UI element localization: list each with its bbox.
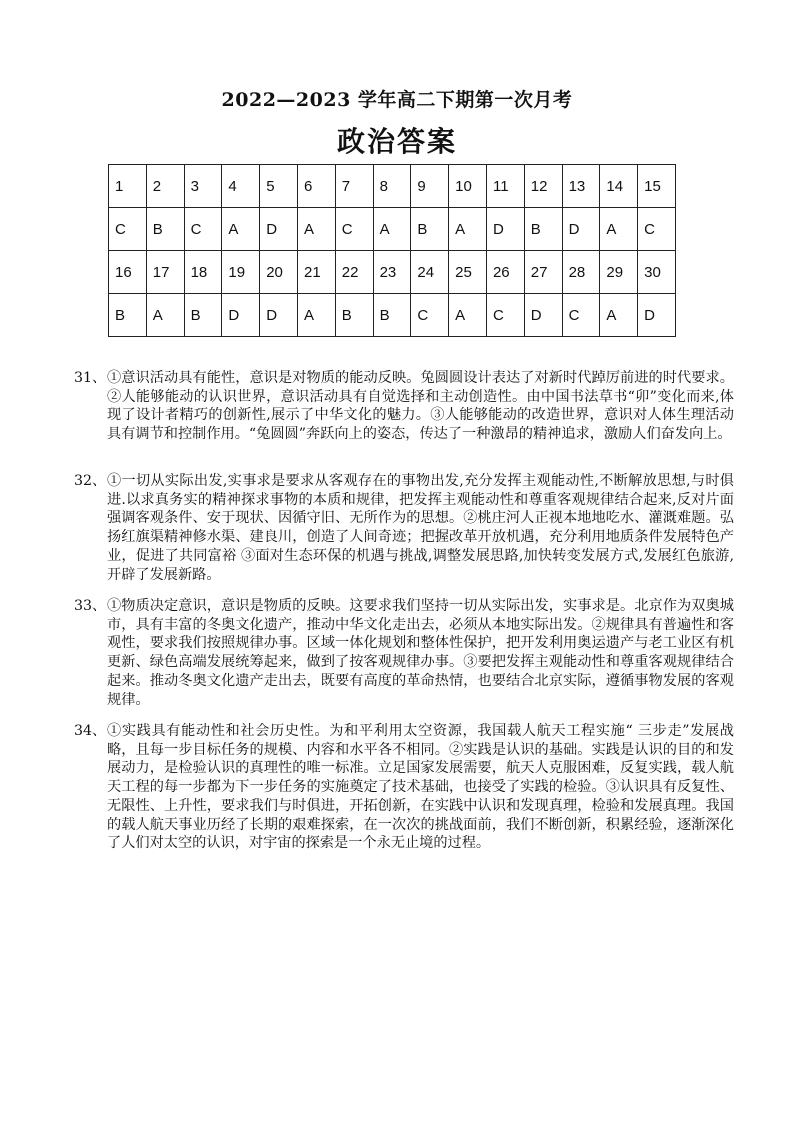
table-cell: 17: [146, 251, 184, 294]
answer-letter-row: [109, 208, 676, 251]
table-cell: C: [562, 294, 600, 337]
table-cell: 21: [297, 251, 335, 294]
question-number: 34、: [74, 723, 107, 739]
question-34: [74, 722, 734, 853]
table-cell: C: [184, 208, 222, 251]
question-number: 33、: [74, 598, 107, 614]
answer-table: [108, 164, 676, 337]
table-cell: 14: [600, 165, 638, 208]
table-cell: C: [411, 294, 449, 337]
table-cell: B: [184, 294, 222, 337]
table-cell: D: [260, 294, 298, 337]
question-answer: ①实践具有能动性和社会历史性。为和平利用太空资源，我国载人航天工程实施“ 三步走”发展战略，且每一步目标任务的规模、内容和水平各不相同。②实践是认识的基础。实践是认识的目的和发展动力，是检验认识的真理性的唯一标准。立足国家发展需要，航天人克服困难，反复实践，载人航天工程的每一步都为下一步任务的实施奠定了技术基础，也接受了实践的检验。③认识具有反复性、无限性、上升性，要求我们与时俱进，开拓创新，在实践中认识和发现真理，检验和发展真理。我国的载人航天事业历经了长期的艰难探索，在一次次的挑战面前，我们不断创新，积累经验，逐渐深化了人们对太空的认识，对宇宙的探索是一个永无止境的过程。: [107, 723, 734, 852]
table-cell: 25: [449, 251, 487, 294]
question-answer: ①意识活动具有能性，意识是对物质的能动反映。兔圆圆设计表达了对新时代踔厉前进的时代要求。②人能够能动的认识世界，意识活动具有自觉选择和主动创造性。由中国书法草书“卯”变化而来,体现了设计者精巧的创新性,展示了中华文化的魅力。③人能够能动的改造世界，意识对人体生理活动具有调节和控制作用。“兔圆圆”奔跃向上的姿态，传达了一种激昂的精神追求，激励人们奋发向上。: [107, 370, 734, 443]
table-cell: 29: [600, 251, 638, 294]
table-cell: 10: [449, 165, 487, 208]
table-cell: 22: [335, 251, 373, 294]
table-cell: A: [600, 208, 638, 251]
table-cell: 2: [146, 165, 184, 208]
question-32: [74, 472, 734, 584]
table-cell: A: [297, 208, 335, 251]
table-cell: 24: [411, 251, 449, 294]
table-cell: B: [109, 294, 147, 337]
table-cell: C: [109, 208, 147, 251]
table-cell: 27: [524, 251, 562, 294]
table-cell: B: [373, 294, 411, 337]
table-cell: B: [335, 294, 373, 337]
table-cell: A: [449, 294, 487, 337]
question-33: [74, 597, 734, 709]
table-cell: A: [222, 208, 260, 251]
table-cell: 26: [486, 251, 524, 294]
exam-title: 2022—2023 学年高二下期第一次月考: [221, 89, 573, 111]
table-cell: D: [260, 208, 298, 251]
table-cell: B: [524, 208, 562, 251]
table-cell: C: [638, 208, 676, 251]
question-answer: ①一切从实际出发,实事求是要求从客观存在的事物出发,充分发挥主观能动性,不断解放思想,与时俱进.以求真务实的精神探求事物的本质和规律，把发挥主观能动性和尊重客观规律结合起来,反对片面强调客观条件、安于现状、因循守旧、无所作为的思想。②桃庄河人正视本地地吃水、灌溉难题。弘扬红旗渠精神修水渠、建良川，创造了人间奇迹；把握改革开放机遇，充分利用地质条件发展特色产业，促进了共同富裕 ③面对生态环保的机遇与挑战,调整发展思路,加快转变发展方式,发展红色旅游,开辟了发展新路。: [107, 473, 734, 583]
table-cell: B: [146, 208, 184, 251]
table-cell: 4: [222, 165, 260, 208]
table-cell: A: [297, 294, 335, 337]
table-cell: C: [486, 294, 524, 337]
table-cell: 16: [109, 251, 147, 294]
table-cell: 23: [373, 251, 411, 294]
table-cell: 6: [297, 165, 335, 208]
table-cell: D: [222, 294, 260, 337]
question-31: [74, 369, 734, 444]
table-cell: 12: [524, 165, 562, 208]
table-cell: C: [335, 208, 373, 251]
table-cell: 19: [222, 251, 260, 294]
table-cell: 20: [260, 251, 298, 294]
table-cell: A: [146, 294, 184, 337]
table-cell: A: [373, 208, 411, 251]
table-cell: 15: [638, 165, 676, 208]
table-cell: 13: [562, 165, 600, 208]
table-cell: D: [524, 294, 562, 337]
table-cell: 30: [638, 251, 676, 294]
subject-title: 政治答案: [336, 125, 457, 158]
table-cell: 18: [184, 251, 222, 294]
table-cell: 9: [411, 165, 449, 208]
table-cell: D: [562, 208, 600, 251]
question-number-row: [109, 251, 676, 294]
table-cell: D: [486, 208, 524, 251]
table-cell: A: [449, 208, 487, 251]
question-number: 31、: [74, 370, 107, 386]
table-cell: 7: [335, 165, 373, 208]
table-cell: B: [411, 208, 449, 251]
table-cell: 1: [109, 165, 147, 208]
table-cell: 5: [260, 165, 298, 208]
table-cell: A: [600, 294, 638, 337]
table-cell: 3: [184, 165, 222, 208]
answer-letter-row: [109, 294, 676, 337]
table-cell: 11: [486, 165, 524, 208]
question-number-row: [109, 165, 676, 208]
question-answer: ①物质决定意识，意识是物质的反映。这要求我们坚持一切从实际出发，实事求是。北京作为双奥城市，具有丰富的冬奥文化遗产，推动中华文化走出去，必须从本地实际出发。②规律具有普遍性和客观性，要求我们按照规律办事。区域一体化规划和整体性保护，把开发利用奥运遗产与老工业区有机更新、绿色高端发展统筹起来，做到了按客观规律办事。③要把发挥主观能动性和尊重客观规律结合起来。推动冬奥文化遗产走出去，既要有高度的革命热情，也要结合北京实际，遵循事物发展的客观规律。: [107, 598, 734, 708]
table-cell: D: [638, 294, 676, 337]
table-cell: 8: [373, 165, 411, 208]
table-cell: 28: [562, 251, 600, 294]
question-number: 32、: [74, 473, 107, 489]
